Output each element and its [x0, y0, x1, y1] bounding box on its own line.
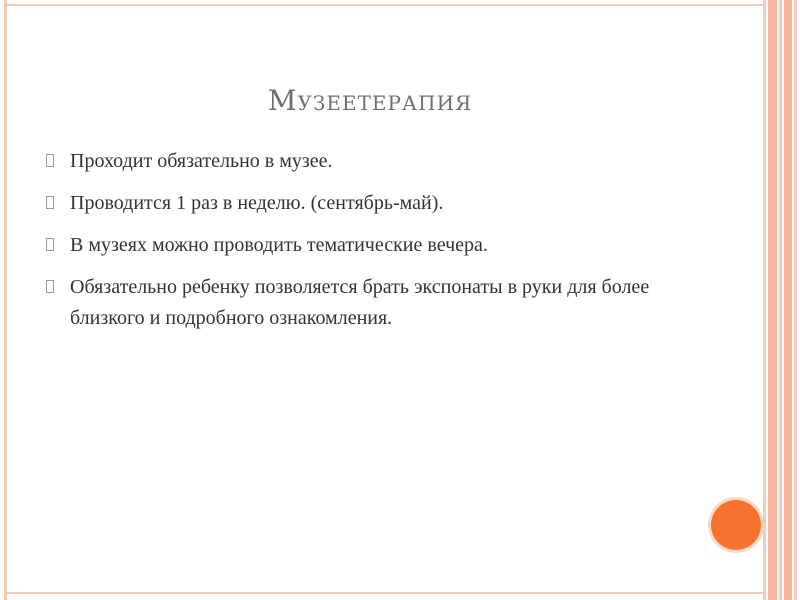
bullet-item [46, 272, 706, 334]
bullet-text: Проходит обязательно в музее. [70, 150, 333, 172]
border-stripe [768, 0, 777, 600]
circle-icon [711, 500, 761, 550]
square-outline-icon [46, 238, 54, 251]
slide-title: Музеетерапия [267, 84, 473, 117]
bullet-text: В музеях можно проводить тематические вечера. [70, 234, 488, 256]
bullet-item [46, 188, 706, 219]
border-stripe [763, 0, 766, 600]
bullet-list [46, 146, 706, 345]
bullet-item [46, 146, 706, 177]
border-top [4, 4, 764, 6]
border-bottom [4, 592, 764, 594]
bullet-item [46, 230, 706, 261]
bullet-text: Обязательно ребенку позволяется брать экспонаты в руки для более близкого и подробного ознакомления. [70, 276, 650, 329]
square-outline-icon [46, 196, 54, 209]
square-outline-icon [46, 280, 54, 293]
bullet-text: Проводится 1 раз в неделю. (сентябрь-май). [70, 192, 444, 214]
square-outline-icon [46, 154, 54, 167]
border-stripe [784, 0, 792, 600]
border-stripe [794, 0, 797, 600]
border-stripe [779, 0, 782, 600]
